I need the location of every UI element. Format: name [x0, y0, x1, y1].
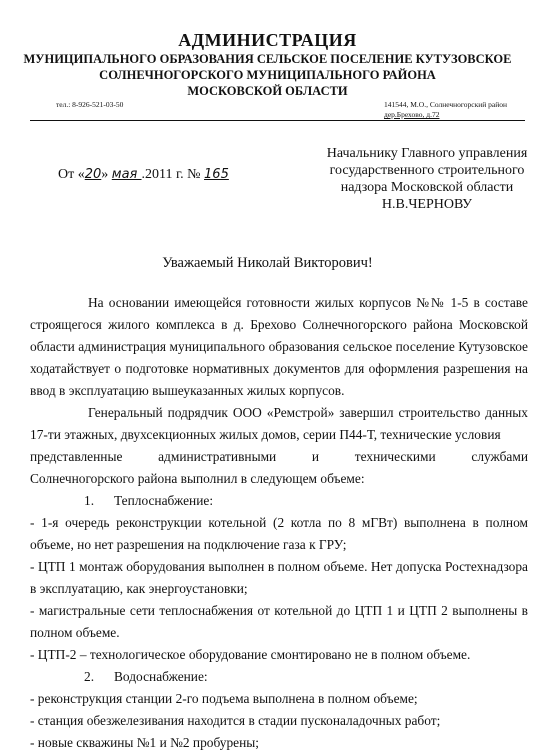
org-title: АДМИНИСТРАЦИЯ — [178, 30, 357, 50]
ref-year: .2011 г. № — [141, 167, 205, 182]
list-item: - ЦТП-2 – технологическое оборудование смонтировано не в полном объеме. — [30, 647, 471, 662]
section-number: 2. — [84, 669, 95, 684]
ref-day: 20 — [84, 167, 102, 182]
paragraph-2-end: Солнечногорского района выполнил в следующем объеме: — [30, 471, 365, 486]
section-number: 1. — [84, 493, 95, 508]
list-item: - магистральные сети теплоснабжения от котельной до ЦТП 1 и ЦТП 2 выполнены в полном объеме. — [30, 603, 528, 640]
org-line-3: МОСКОВСКОЙ ОБЛАСТИ — [187, 84, 348, 98]
phone-number: тел.: 8-926-521-03-50 — [56, 100, 124, 109]
addressee-block — [322, 145, 532, 213]
ref-mid: » — [101, 167, 112, 182]
list-item: - ЦТП 1 монтаж оборудования выполнен в полном объеме. Нет допуска Ростехнадзора в эксплуатацию, как энергоустановки; — [30, 559, 528, 596]
letter-reference — [58, 167, 229, 183]
org-line-1: МУНИЦИПАЛЬНОГО ОБРАЗОВАНИЯ СЕЛЬСКОЕ ПОСЕЛЕНИЕ КУТУЗОВСКОЕ — [23, 52, 512, 66]
address-line-1: 141544, М.О., Солнечногорский район — [384, 100, 508, 109]
ref-prefix: От « — [58, 167, 85, 182]
section-title: Теплоснабжение: — [114, 493, 214, 508]
address-line-2: дер.Брехово, д.72 — [384, 110, 440, 119]
addressee-line-1: Начальнику Главного управления — [326, 146, 528, 161]
paragraph-2-line: представленные административными и техническими службами — [30, 449, 528, 464]
section-heat — [30, 490, 528, 512]
ref-month: мая — [111, 167, 142, 182]
list-item: - новые скважины №1 и №2 пробурены; — [30, 735, 259, 750]
letter-body — [30, 292, 528, 754]
list-item: - 1-я очередь реконструкции котельной (2 котла по 8 мГВт) выполнена в полном объеме, но нет разрешения на подключение газа к ГРУ; — [30, 515, 528, 552]
addressee-line-3: надзора Московской области — [340, 180, 514, 195]
paragraph-1: На основании имеющейся готовности жилых корпусов №№ 1-5 в составе строящегося жилого комплекса в д. Брехово Солнечногорского района Московской области администрация муниципального образования сельское поселение Кутузовское ходатайствует о подготовке нормативных документов для оформления разрешения на ввод в эксплуатацию вышеуказанных жилых корпусов. — [30, 295, 528, 398]
paragraph-2: Генеральный подрядчик ООО «Ремстрой» завершил строительство данных 17-ти этажных, двухсекционных жилых домов, серии П44-Т, технические условия — [30, 405, 528, 442]
org-address — [384, 100, 507, 120]
addressee-line-4: Н.В.ЧЕРНОВУ — [381, 197, 473, 212]
list-item: - станция обезжелезивания находится в стадии пусконаладочных работ; — [30, 713, 441, 728]
section-water — [30, 666, 528, 688]
list-item: - реконструкция станции 2-го подъема выполнена в полном объеме; — [30, 691, 418, 706]
ref-number: 165 — [204, 167, 229, 182]
addressee-line-2: государственного строительного — [329, 163, 525, 178]
header-divider — [30, 120, 525, 121]
section-title: Водоснабжение: — [114, 669, 208, 684]
org-line-2: СОЛНЕЧНОГОРСКОГО МУНИЦИПАЛЬНОГО РАЙОНА — [99, 68, 436, 82]
greeting: Уважаемый Николай Викторович! — [162, 255, 373, 271]
